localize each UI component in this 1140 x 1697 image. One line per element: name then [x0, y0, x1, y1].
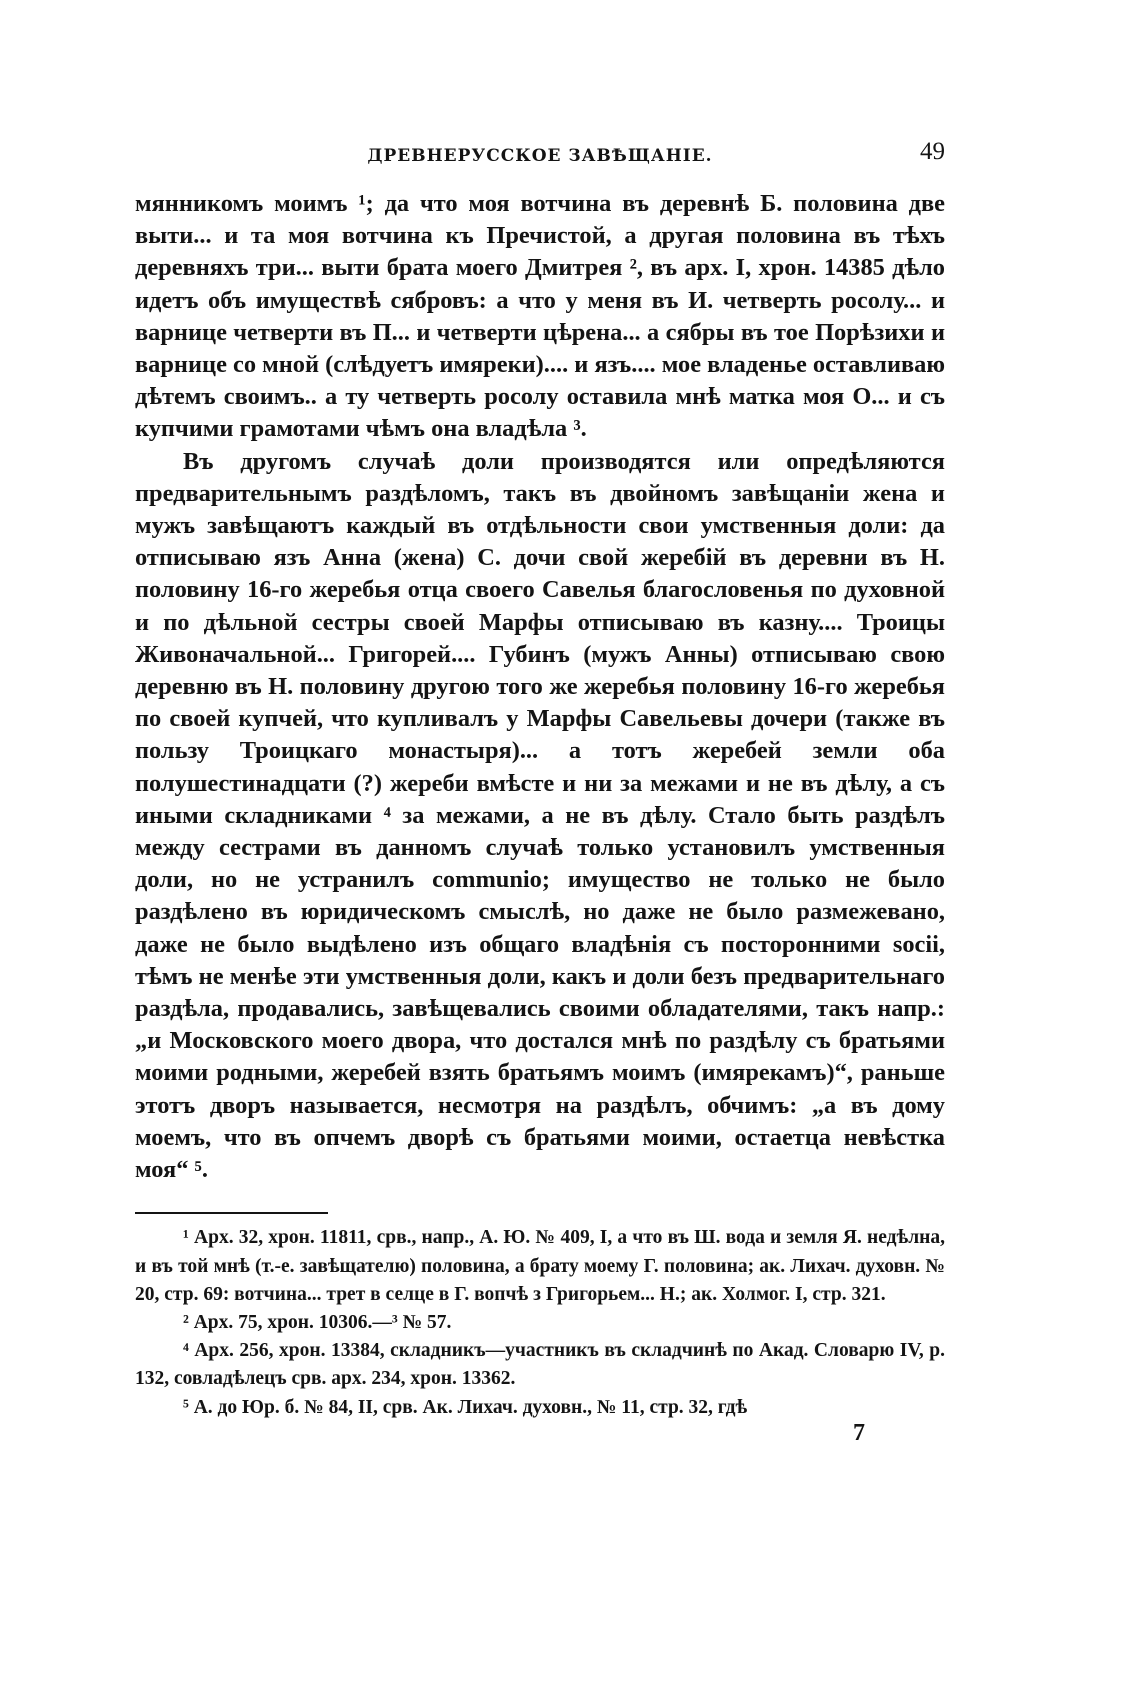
running-title: ДРЕВНЕРУССКОЕ ЗАВѢЩАНІЕ. [367, 146, 713, 166]
main-text [135, 188, 945, 1186]
signature-mark: 7 [853, 1419, 865, 1446]
footnote-5: ⁵ А. до Юр. б. № 84, II, срв. Ак. Лихач. духовн., № 11, стр. 32, гдѣ [183, 1396, 748, 1418]
paragraph: Въ другомъ случаѣ доли производятся или опредѣляются предварительнымъ раздѣломъ, такъ въ двойномъ завѣщаніи жена и мужъ завѣщаютъ каждый въ отдѣльности свои умственныя доли: да отписываю язъ Анна (жена) С. дочи свой жеребій въ деревни въ Н. половину 16-го жеребья отца своего Савелья благословенья по духовной и по дѣльной сестры своей Марфы отписываю въ казну.... Троицы Живоначальной... Григорей.... Губинъ (мужъ Анны) отписываю свою деревню въ Н. половину другою того же жеребья половину 16-го жеребья по своей купчей, что купливалъ у Марфы Савельевы дочери (также въ пользу Троицкаго монастыря)... а тотъ жеребей земли оба полушестинадцати (?) жереби вмѣсте и ни за межами и не въ дѣлу, а съ иными складниками ⁴ за межами, а не въ дѣлу. Стало быть раздѣлъ между сестрами въ данномъ случаѣ только установилъ умственныя доли, но не устранилъ communio; имущество не только не было раздѣлено въ юридическомъ смыслѣ, но даже не было размежевано, даже не было выдѣлено изъ общаго владѣнія съ посторонними socii, тѣмъ не менѣе эти умственныя доли, какъ и доли безъ предварительнаго раздѣла, продавались, завѣщевались своими обладателями, такъ напр.: „и Московского моего двора, что достался мнѣ по раздѣлу съ братьями моими родными, жеребей взять братьямъ моимъ (имярекамъ)“, раньше этотъ дворъ называется, несмотря на раздѣлъ, обчимъ: „а въ дому моемъ, что въ опчемъ дворѣ съ братьями моими, остаетца невѣстка моя“ ⁵. [135, 447, 945, 1184]
footnote-1: ¹ Арх. 32, хрон. 11811, срв., напр., А. Ю. № 409, I, а что въ Ш. вода и земля Я. недѣлна, и въ той мнѣ (т.-е. завѣщателю) половина, а брату моему Г. половина; ак. Лихач. духовн. № 20, стр. 69: вотчина... трет в селце в Г. вопчѣ з Григорьем... Н.; ак. Холмог. I, стр. 321. [135, 1227, 945, 1305]
book-page [135, 132, 945, 1447]
page-header [135, 132, 945, 172]
footnote-rule [135, 1212, 328, 1214]
paragraph-continued: мянникомъ моимъ ¹; да что моя вотчина въ деревнѣ Б. половина две выти... и та моя вотчина къ Пречистой, а другая половина въ тѣхъ деревняхъ три... выти брата моего Дмитрея ², въ арх. I, хрон. 14385 дѣло идетъ объ имуществѣ сябровъ: а что у меня въ И. четверть росолу... и варнице четверти въ П... и четверти цѣрена... а сябры въ тое Порѣзихи и варнице со мной (слѣдуетъ имяреки).... и язъ.... мое владенье оставливаю дѣтемъ своимъ.. а ту четверть росолу оставила мнѣ матка моя О... и съ купчими грамотами чѣмъ она владѣла ³. [135, 190, 945, 443]
footnotes [135, 1224, 945, 1421]
footnote-2: ² Арх. 75, хрон. 10306.—³ № 57. [183, 1311, 452, 1333]
page-number: 49 [920, 138, 945, 165]
footnote-4: ⁴ Арх. 256, хрон. 13384, складникъ—участникъ въ складчинѣ по Акад. Словарю IV, р. 132, совладѣлецъ срв. арх. 234, хрон. 13362. [135, 1340, 945, 1390]
